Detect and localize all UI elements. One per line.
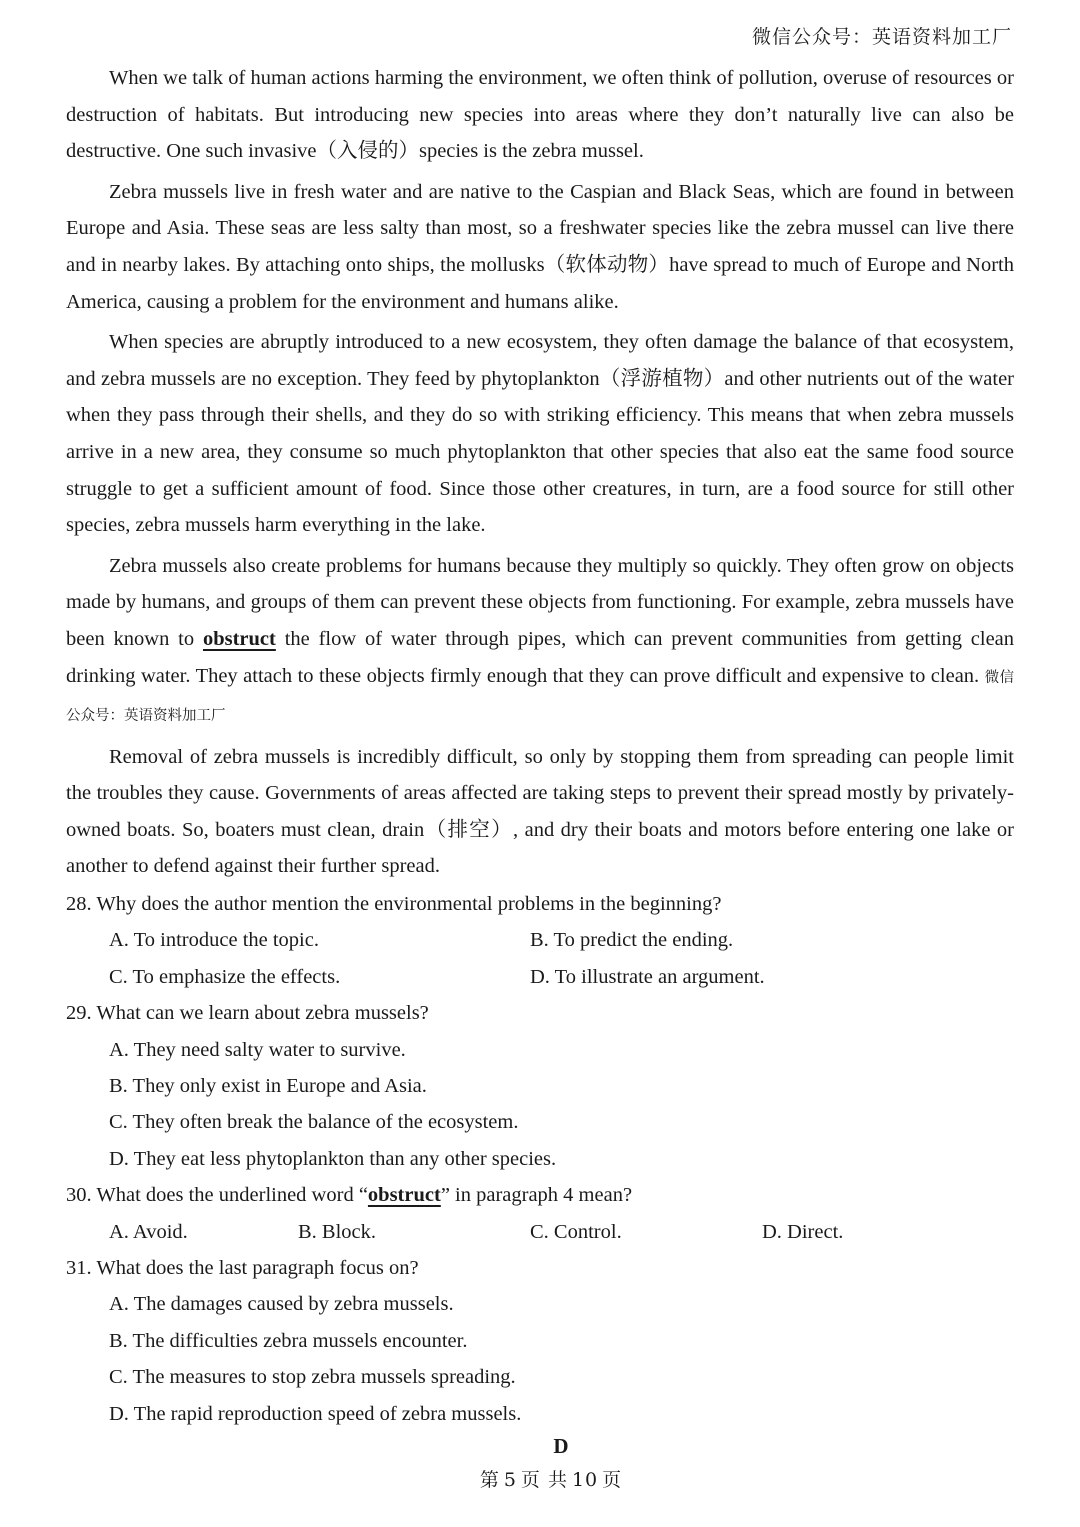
question-31-options [66,1286,1014,1432]
option-31-d: D. The rapid reproduction speed of zebra mussels. [109,1402,522,1425]
question-29 [66,995,1014,1177]
question-31 [66,1250,1014,1432]
footer-page-number: 5 [503,1469,517,1491]
footer-prefix: 第 [479,1469,500,1491]
option-28-a: A. To introduce the topic. [109,929,319,952]
paragraph-5: Removal of zebra mussels is incredibly difficult, so only by stopping them from spreading can people limit the troubles they cause. Governments of areas affected are taking steps to prevent their spread mostly by privately-owned boats. So, boaters must clean, drain（排空）, and dry their boats and motors before entering one lake or another to defend against their further spread. [66,745,1014,878]
footer-suffix: 页 [602,1469,623,1491]
paragraph-2: Zebra mussels live in fresh water and are native to the Caspian and Black Seas, which are found in between Europe and Asia. These seas are less salty than most, so a freshwater species like the zebra mussel can live there and in nearby lakes. By attaching onto ships, the mollusks（软体动物）have spread to much of Europe and North America, causing a problem for the environment and humans alike. [66,180,1014,313]
page-footer [0,1465,1080,1492]
question-28-options [66,922,1014,995]
option-31-b: B. The difficulties zebra mussels encounter. [109,1329,468,1352]
footer-middle: 页 共 [520,1469,568,1491]
section-heading-letter: D [553,1434,569,1458]
questions-section [66,886,1014,1432]
question-30-options [66,1214,1014,1250]
option-30-c: C. Control. [530,1220,622,1243]
option-28-d: D. To illustrate an argument. [530,965,765,988]
question-29-options [66,1032,1014,1178]
header-watermark-note: 微信公众号：英语资料加工厂 [751,26,1012,48]
option-29-d: D. They eat less phytoplankton than any other species. [109,1147,557,1170]
option-28-c: C. To emphasize the effects. [109,965,341,988]
inline-watermark-note: 微信公众号：英语资料加工厂 [66,669,1015,725]
question-28 [66,886,1014,995]
question-30 [66,1177,1014,1250]
option-30-b: B. Block. [298,1220,377,1243]
question-30-stem-after: ” in paragraph 4 mean? [440,1184,633,1207]
option-31-a: A. The damages caused by zebra mussels. [109,1293,454,1316]
question-29-stem: 29. What can we learn about zebra mussels? [66,1002,429,1025]
paragraph-4-after: the flow of water through pipes, which can prevent communities from getting clean drinking water. They attach to these objects firmly enough that they can prove difficult and expensive to clean. [66,627,1015,687]
option-30-d: D. Direct. [762,1220,844,1243]
paragraph-4 [66,548,1014,735]
reading-passage [66,60,1014,885]
question-28-stem: 28. Why does the author mention the environmental problems in the beginning? [66,893,722,915]
option-29-a: A. They need salty water to survive. [109,1038,406,1061]
paragraph-4-before: Zebra mussels also create problems for humans because they multiply so quickly. They often grow on objects made by humans, and groups of them can prevent these objects from functioning. For example, zebra mussels have been known to [66,554,1014,650]
footer-total-pages: 10 [571,1469,599,1491]
question-30-stem [66,1177,1014,1213]
option-29-b: B. They only exist in Europe and Asia. [109,1075,427,1098]
question-31-stem: 31. What does the last paragraph focus on? [66,1257,419,1280]
paragraph-3: When species are abruptly introduced to a new ecosystem, they often damage the balance of that ecosystem, and zebra mussels are no exception. They feed by phytoplankton（浮游植物）and other nutrients out of the water when they pass through their shells, and they do so with striking efficiency. This means that when zebra mussels arrive in a new area, they consume so much phytoplankton that other species that also eat the same food source struggle to get a sufficient amount of food. Since those other creatures, in turn, are a food source for still other species, zebra mussels harm everything in the lake. [66,331,1014,537]
question-30-underlined-word: obstruct [367,1184,441,1207]
paragraph-1: When we talk of human actions harming the environment, we often think of pollution, overuse of resources or destruction of habitats. But introducing new species into areas where they don’t naturally live can also be destructive. One such invasive（入侵的）species is the zebra mussel. [66,67,1014,163]
option-31-c: C. The measures to stop zebra mussels spreading. [109,1366,516,1389]
question-30-stem-before: 30. What does the underlined word “ [66,1184,368,1207]
option-30-a: A. Avoid. [109,1220,188,1243]
underlined-word-obstruct: obstruct [202,627,276,650]
option-29-c: C. They often break the balance of the ecosystem. [109,1111,519,1134]
option-28-b: B. To predict the ending. [530,929,734,952]
